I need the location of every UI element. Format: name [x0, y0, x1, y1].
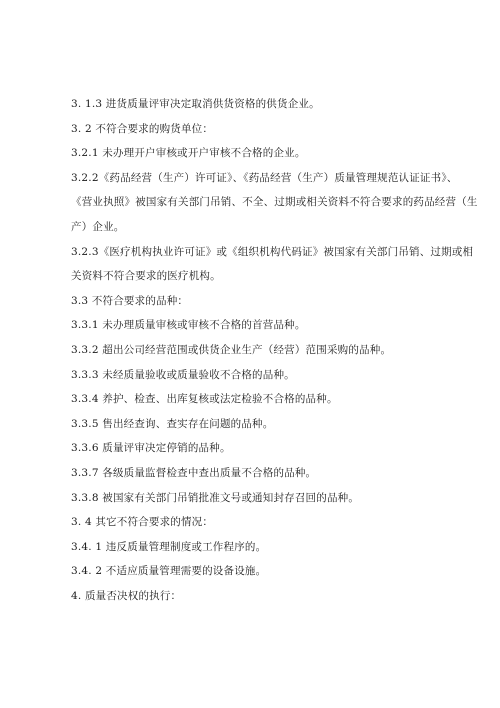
text-line-1: 3. 1.3 进货质量评审决定取消供货资格的供货企业。 — [71, 98, 320, 110]
text-line-5: 《营业执照》被国家有关部门吊销、不全、过期或相关资料不符合要求的药品经营（生 — [71, 196, 478, 209]
text-line-16: 3.3.7 各级质量监督检查中查出质量不合格的品种。 — [71, 466, 317, 479]
text-line-8: 关资料不符合要求的医疗机构。 — [71, 270, 221, 283]
text-line-3: 3.2.1 未办理开户审核或开户审核不合格的企业。 — [71, 147, 306, 160]
text-line-11: 3.3.2 超出公司经营范围或供货企业生产（经营）范围采购的品种。 — [71, 343, 392, 356]
text-line-21: 4. 质量否决权的执行： — [71, 589, 182, 602]
text-line-6: 产）企业。 — [71, 220, 125, 233]
text-line-19: 3.4. 1 违反质量管理制度或工作程序的。 — [71, 540, 267, 553]
text-line-10: 3.3.1 未办理质量审核或审核不合格的首营品种。 — [71, 319, 306, 332]
text-line-18: 3. 4 其它不符合要求的情况： — [71, 516, 214, 529]
text-line-15: 3.3.6 质量评审决定停销的品种。 — [71, 442, 231, 455]
text-line-7: 3.2.3《医疗机构执业许可证》或《组织机构代码证》被国家有关部门吊销、过期或相 — [71, 245, 474, 258]
text-line-9: 3.3 不符合要求的品种： — [71, 294, 189, 307]
text-line-13: 3.3.4 养护、检查、出库复核或法定检验不合格的品种。 — [71, 393, 338, 406]
text-line-12: 3.3.3 未经质量验收或质量验收不合格的品种。 — [71, 368, 295, 381]
document-body — [71, 92, 478, 608]
text-line-4: 3.2.2《药品经营（生产）许可证》、《药品经营（生产）质量管理规范认证证书》、 — [71, 171, 458, 184]
text-line-17: 3.3.8 被国家有关部门吊销批准文号或通知封存召回的品种。 — [71, 491, 360, 504]
text-line-14: 3.3.5 售出经查询、查实存在问题的品种。 — [71, 417, 274, 430]
text-line-2: 3. 2 不符合要求的购货单位： — [71, 122, 214, 135]
text-line-20: 3.4. 2 不适应质量管理需要的设备设施。 — [71, 565, 267, 578]
